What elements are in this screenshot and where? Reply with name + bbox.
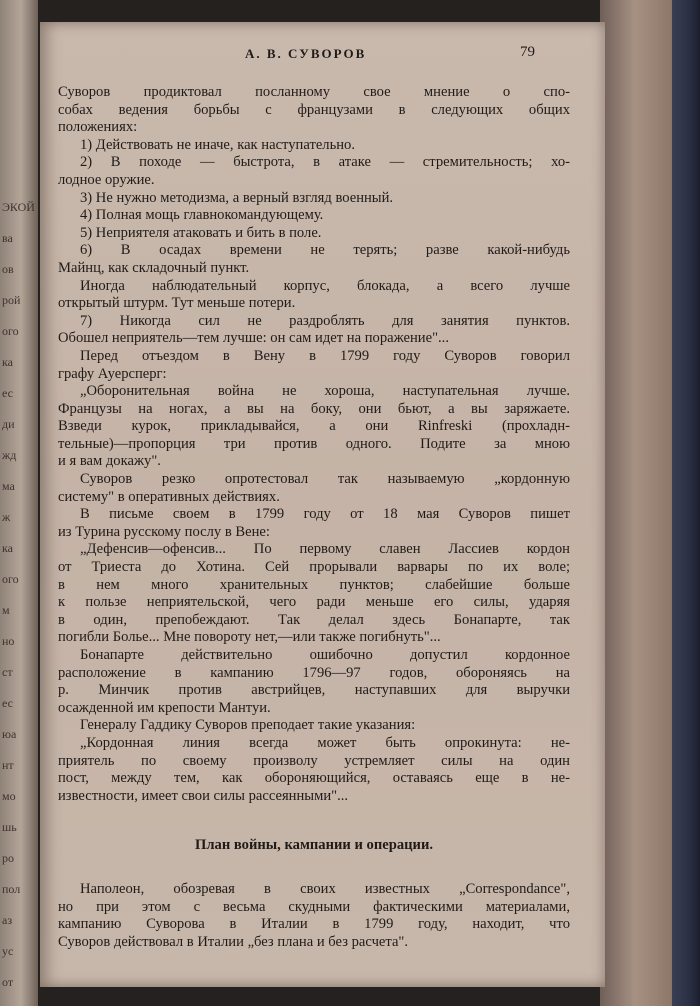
left-page-fragment: ка (2, 355, 13, 369)
left-page-fragment: но (2, 634, 15, 648)
left-page-fragment: ес (2, 386, 13, 400)
text-line: тельные)—пропорция три против одного. Подите за мною (58, 435, 570, 452)
book-page (40, 22, 605, 987)
text-line: „Дефенсив—офенсив... По первому славен Лассиев кордон (80, 541, 570, 558)
text-block-section (58, 881, 570, 951)
text-line: Взведи курок, прикладывайся, а они Rinfreski (прохладн- (58, 418, 570, 435)
left-page-fragment: жд (2, 448, 17, 462)
left-page-fragment: ого (2, 324, 19, 338)
text-line: и я вам докажу". (58, 453, 161, 470)
text-line: 3) Не нужно методизма, а верный взгляд военный. (80, 189, 394, 206)
text-line: „Кордонная линия всегда может быть опрокинута: не- (80, 734, 570, 751)
text-line: Суворов продиктовал посланному свое мнение о спо- (58, 84, 570, 100)
text-line: графу Ауерсперг: (58, 365, 167, 382)
text-line: Французы на ногах, а вы на боку, они бьют, а вы заряжаете. (58, 400, 570, 417)
text-line: положениях: (58, 119, 138, 136)
text-line: известности, имеет свои силы рассеянными"... (58, 787, 349, 804)
text-line: осажденной им крепости Мантуи. (58, 699, 271, 716)
text-line: к пользе неприятельской, чего ради меньше его силы, ударяя (58, 594, 570, 611)
text-line: погибли Болье... Мне повороту нет,—или также погибнуть"... (58, 629, 441, 646)
text-line: Обошел неприятель—тем лучше: он сам идет на поражение"... (58, 330, 449, 347)
page-header (40, 44, 605, 66)
text-line: 4) Полная мощь главнокомандующему. (80, 207, 324, 224)
text-line: от Триеста до Хотина. Сей прорывали варвары по их воле; (58, 559, 570, 576)
left-page-fragment: мо (2, 789, 16, 803)
text-line: Суворов резко опротестовал так называемую „кордонную (80, 471, 570, 488)
text-line: Наполеон, обозревая в своих известных „Correspondance", (80, 880, 570, 897)
left-page-fragment: нт (2, 758, 14, 772)
text-line: Генералу Гаддику Суворов преподает такие указания: (80, 717, 416, 734)
text-line: 1) Действовать не иначе, как наступательно. (80, 136, 356, 153)
text-line: лодное оружие. (58, 171, 155, 188)
text-line: собах ведения борьбы с французами в следующих общих (58, 101, 570, 118)
left-page-fragment: ди (2, 417, 15, 431)
section-title: План войны, кампании и операции. (194, 837, 433, 854)
text-block-main (58, 84, 570, 805)
left-page-fragment: рой (2, 293, 21, 307)
text-line: систему" в оперативных действиях. (58, 488, 280, 505)
book-cover-edge (672, 0, 700, 1006)
text-line: из Турина русскому послу в Вене: (58, 523, 270, 540)
text-line: Майнц, как складочный пункт. (58, 259, 250, 276)
left-page-fragment: ес (2, 696, 13, 710)
text-line: открытый штурм. Тут меньше потери. (58, 295, 296, 312)
text-line: Перед отъездом в Вену в 1799 году Суворов говорил (80, 347, 570, 364)
left-page-fragment: ЭКОЙ (2, 200, 35, 214)
body-text (58, 84, 570, 951)
text-line: расположение в кампанию 1796—97 годов, обороняясь на (58, 664, 570, 681)
text-line: в один, препобеждают. Так делал здесь Бонапарте, так (58, 611, 570, 628)
text-line: В письме своем в 1799 году от 18 мая Суворов пишет (80, 506, 570, 523)
left-page-fragment: ого (2, 572, 19, 586)
left-page-fragment: аз (2, 913, 13, 927)
running-head: А. В. СУВОРОВ (245, 46, 367, 61)
left-page-fragment: ро (2, 851, 14, 865)
text-line: Бонапарте действительно ошибочно допустил кордонное (80, 647, 570, 663)
page-number: 79 (520, 44, 535, 60)
left-page-fragment: ус (2, 944, 14, 958)
left-page-fragment: ов (2, 262, 14, 276)
left-page-fragment: ка (2, 541, 13, 555)
text-line: 5) Неприятеля атаковать и бить в поле. (80, 224, 322, 241)
text-line: р. Минчик против австрийцев, наступавших для выручки (58, 682, 570, 699)
text-line: но при этом с весьма скудными фактическими материалами, (58, 898, 570, 915)
text-line: кампанию Суворова в Италии в 1799 году, находит, что (58, 916, 570, 933)
left-page-fragment: ст (2, 665, 13, 679)
text-line: пост, между тем, как обороняющийся, оставаясь еще в не- (58, 770, 570, 787)
left-page-fragment: пол (2, 882, 21, 896)
text-line: 6) В осадах времени не терять; разве какой-нибудь (80, 242, 570, 259)
text-line: 2) В походе — быстрота, в атаке — стремительность; хо- (80, 154, 570, 171)
text-line: Суворов действовал в Италии „без плана и без расчета". (58, 933, 409, 950)
text-line: приятель по своему произволу устремляет силы на один (58, 752, 570, 769)
left-page-fragment: ж (2, 510, 11, 524)
text-line: Иногда наблюдательный корпус, блокада, а всего лучше (80, 277, 570, 294)
text-line: „Оборонительная война не хороша, наступательная лучше. (80, 383, 570, 400)
text-line: 7) Никогда сил не раздроблять для занятия пунктов. (80, 312, 570, 329)
text-line: в нем много хранительных пунктов; слабейшие больше (58, 576, 570, 593)
left-page-fragment: ва (2, 231, 13, 245)
left-page-fragment: юа (2, 727, 17, 741)
left-page-fragment: шь (2, 820, 17, 834)
left-page-fragment: от (2, 975, 14, 989)
left-page-fragment: м (2, 603, 10, 617)
left-page-edge (0, 0, 38, 1006)
left-page-fragment: ма (2, 479, 15, 493)
